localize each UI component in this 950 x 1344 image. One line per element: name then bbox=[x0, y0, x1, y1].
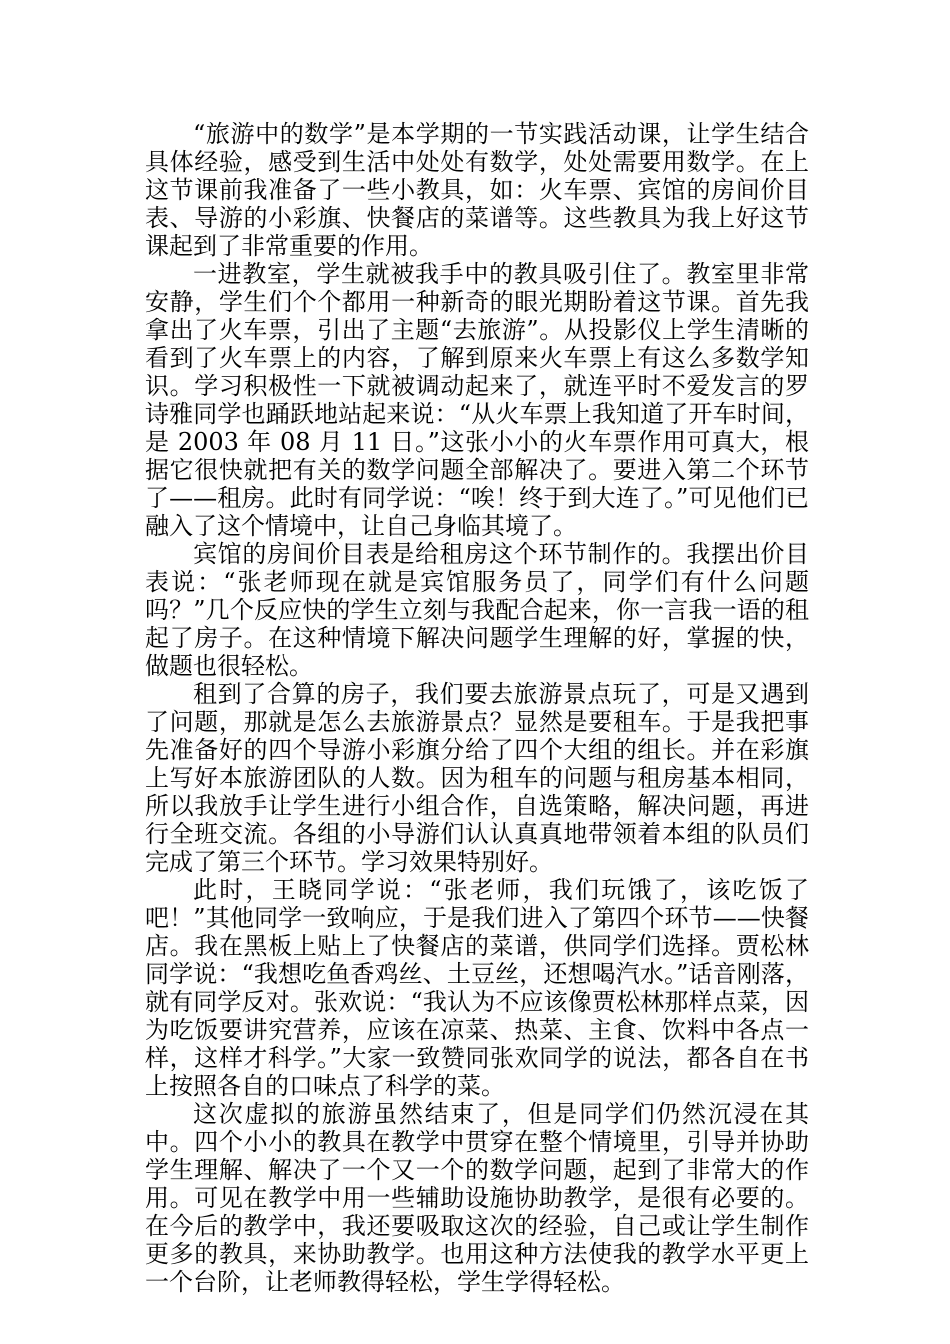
paragraph-4: 租到了合算的房子，我们要去旅游景点玩了，可是又遇到了问题，那就是怎么去旅游景点？显然是要租车。于是我把事先准备好的四个导游小彩旗分给了四个大组的组长。并在彩旗上写好本旅游团队的人数。因为租车的问题与租房基本相同，所以我放手让学生进行小组合作，自选策略，解决问题，再进行全班交流。各组的小导游们认认真真地带领着本组的队员们完成了第三个环节。学习效果特别好。 bbox=[145, 680, 809, 876]
paragraph-5: 此时，王晓同学说：“张老师，我们玩饿了，该吃饭了吧！”其他同学一致响应，于是我们进入了第四个环节——快餐店。我在黑板上贴上了快餐店的菜谱，供同学们选择。贾松林同学说：“我想吃鱼香鸡丝、土豆丝，还想喝汽水。”话音刚落，就有同学反对。张欢说：“我认为不应该像贾松林那样点菜，因为吃饭要讲究营养，应该在凉菜、热菜、主食、饮料中各点一样，这样才科学。”大家一致赞同张欢同学的说法，都各自在书上按照各自的口味点了科学的菜。 bbox=[145, 876, 809, 1100]
paragraph-2: 一进教室，学生就被我手中的教具吸引住了。教室里非常安静，学生们个个都用一种新奇的眼光期盼着这节课。首先我拿出了火车票，引出了主题“去旅游”。从投影仪上学生清晰的看到了火车票上的内容，了解到原来火车票上有这么多数学知识。学习积极性一下就被调动起来了，就连平时不爱发言的罗诗雅同学也踊跃地站起来说：“从火车票上我知道了开车时间，是 2003 年 08 月 11 日。”这张小小的火车票作用可真大，根据它很快就把有关的数学问题全部解决了。要进入第二个环节了——租房。此时有同学说：“唉！终于到大连了。”可见他们已融入了这个情境中，让自己身临其境了。 bbox=[145, 260, 809, 540]
paragraph-6: 这次虚拟的旅游虽然结束了，但是同学们仍然沉浸在其中。四个小小的教具在教学中贯穿在整个情境里，引导并协助学生理解、解决了一个又一个的数学问题，起到了非常大的作用。可见在教学中用一些辅助设施协助教学，是很有必要的。在今后的教学中，我还要吸取这次的经验，自己或让学生制作更多的教具，来协助教学。也用这种方法使我的教学水平更上一个台阶，让老师教得轻松，学生学得轻松。 bbox=[145, 1100, 809, 1296]
document-body bbox=[145, 120, 809, 1296]
paragraph-3: 宾馆的房间价目表是给租房这个环节制作的。我摆出价目表说：“张老师现在就是宾馆服务员了，同学们有什么问题吗？”几个反应快的学生立刻与我配合起来，你一言我一语的租起了房子。在这种情境下解决问题学生理解的好，掌握的快，做题也很轻松。 bbox=[145, 540, 809, 680]
paragraph-1: “旅游中的数学”是本学期的一节实践活动课，让学生结合具体经验，感受到生活中处处有数学，处处需要用数学。在上这节课前我准备了一些小教具，如：火车票、宾馆的房间价目表、导游的小彩旗、快餐店的菜谱等。这些教具为我上好这节课起到了非常重要的作用。 bbox=[145, 120, 809, 260]
